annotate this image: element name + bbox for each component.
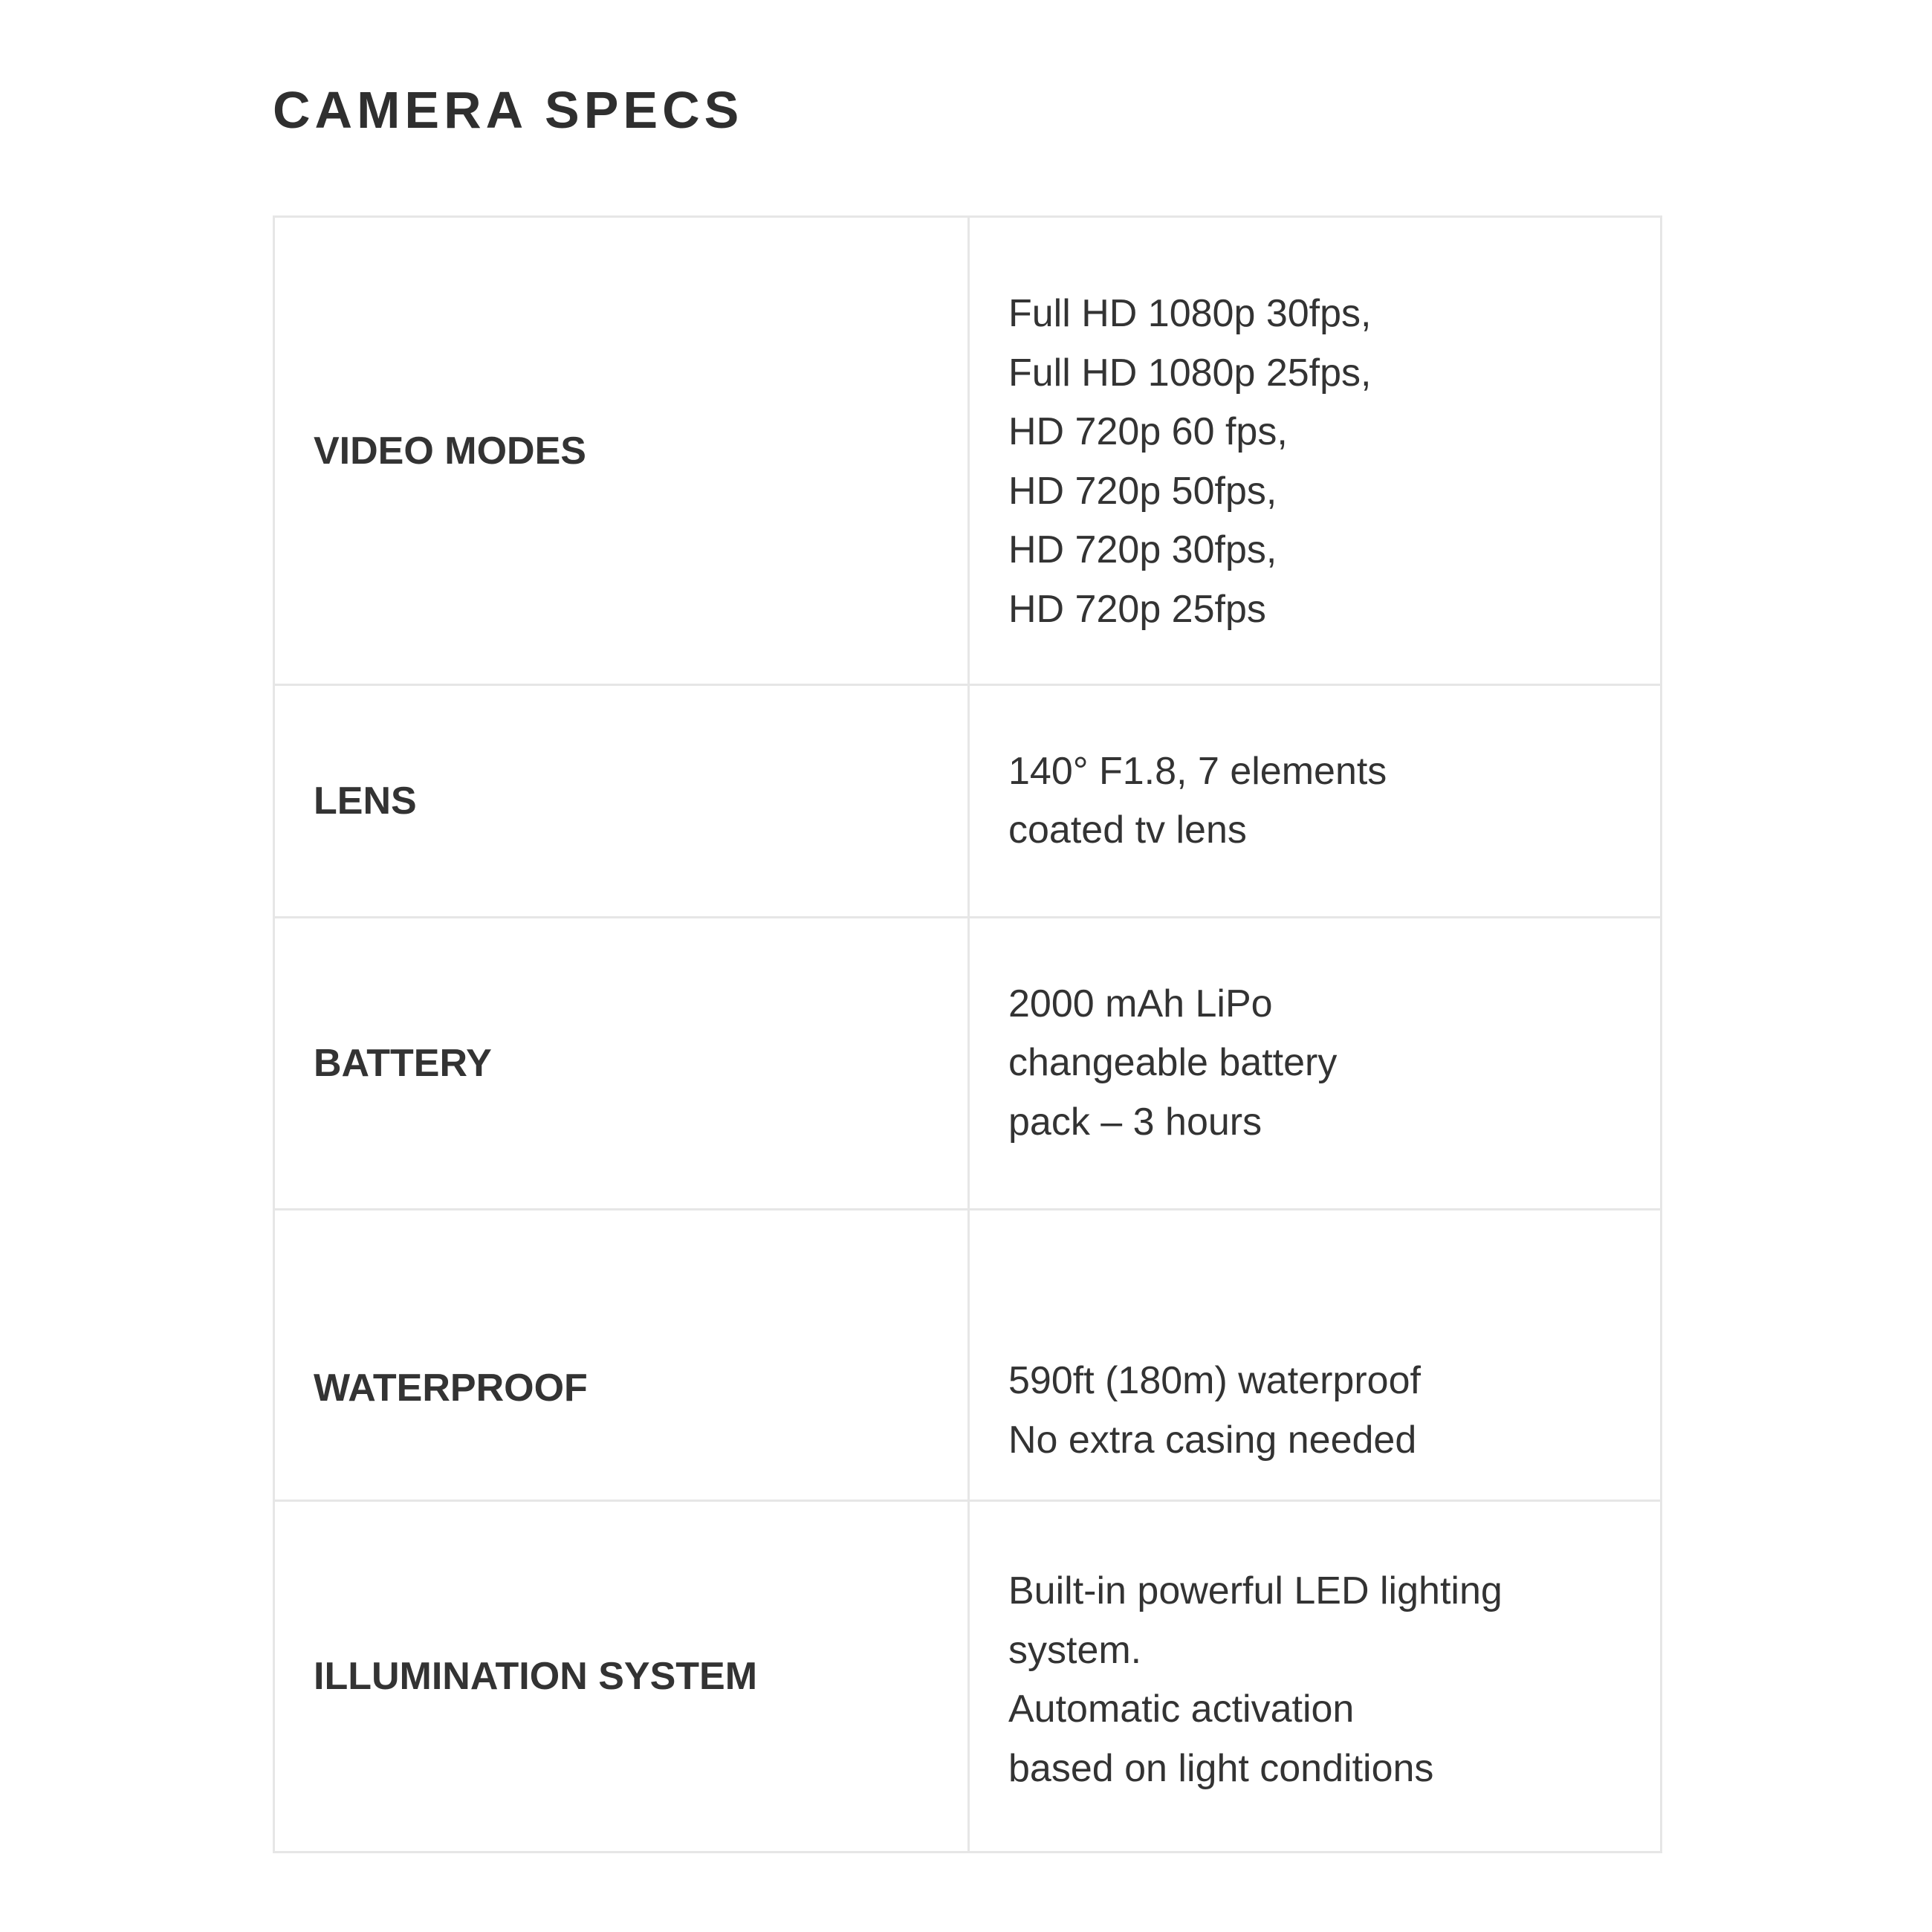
spec-value-line: 140° F1.8, 7 elements xyxy=(1008,749,1387,793)
spec-value-line: Automatic activation xyxy=(1008,1688,1355,1731)
spec-value-line: changeable battery xyxy=(1008,1041,1338,1085)
spec-row-video-modes xyxy=(274,217,1662,685)
spec-value-line: system. xyxy=(1008,1628,1142,1672)
spec-label-cell xyxy=(274,217,969,685)
spec-label-battery: BATTERY xyxy=(314,1042,492,1085)
spec-value-line: HD 720p 25fps xyxy=(1008,587,1266,631)
spec-row-waterproof xyxy=(274,1210,1662,1501)
spec-row-battery xyxy=(274,918,1662,1210)
spec-value-cell xyxy=(969,1210,1662,1501)
spec-label-video-modes: VIDEO MODES xyxy=(314,429,586,473)
spec-value-line: No extra casing needed xyxy=(1008,1418,1417,1462)
spec-value-battery xyxy=(1008,975,1621,1153)
page-title: CAMERA SPECS xyxy=(273,81,744,139)
spec-label-cell xyxy=(274,1501,969,1852)
spec-value-lens xyxy=(1008,742,1621,860)
spec-value-waterproof xyxy=(1008,1352,1621,1470)
spec-value-line: 2000 mAh LiPo xyxy=(1008,982,1273,1025)
spec-value-line: pack – 3 hours xyxy=(1008,1100,1262,1144)
spec-value-video-modes xyxy=(1008,285,1621,639)
spec-value-line: Full HD 1080p 25fps, xyxy=(1008,351,1372,395)
spec-value-line: Built-in powerful LED lighting xyxy=(1008,1569,1503,1612)
spec-label-cell xyxy=(274,918,969,1210)
specs-table xyxy=(273,215,1662,1853)
spec-value-cell xyxy=(969,685,1662,918)
spec-value-cell xyxy=(969,1501,1662,1852)
spec-label-illumination-system: ILLUMINATION SYSTEM xyxy=(314,1655,758,1698)
spec-row-illumination-system xyxy=(274,1501,1662,1852)
spec-value-line: HD 720p 50fps, xyxy=(1008,469,1277,513)
spec-value-line: HD 720p 30fps, xyxy=(1008,528,1277,571)
spec-value-cell xyxy=(969,918,1662,1210)
spec-row-lens xyxy=(274,685,1662,918)
spec-label-lens: LENS xyxy=(314,779,417,823)
spec-label-cell xyxy=(274,1210,969,1501)
spec-value-cell xyxy=(969,217,1662,685)
spec-label-waterproof: WATERPROOF xyxy=(314,1367,588,1410)
spec-value-line: coated tv lens xyxy=(1008,808,1247,852)
spec-value-line: 590ft (180m) waterproof xyxy=(1008,1359,1421,1402)
spec-label-cell xyxy=(274,685,969,918)
spec-value-line: based on light conditions xyxy=(1008,1746,1434,1790)
spec-value-line: Full HD 1080p 30fps, xyxy=(1008,292,1372,335)
spec-value-illumination-system xyxy=(1008,1562,1621,1798)
spec-value-line: HD 720p 60 fps, xyxy=(1008,410,1288,453)
